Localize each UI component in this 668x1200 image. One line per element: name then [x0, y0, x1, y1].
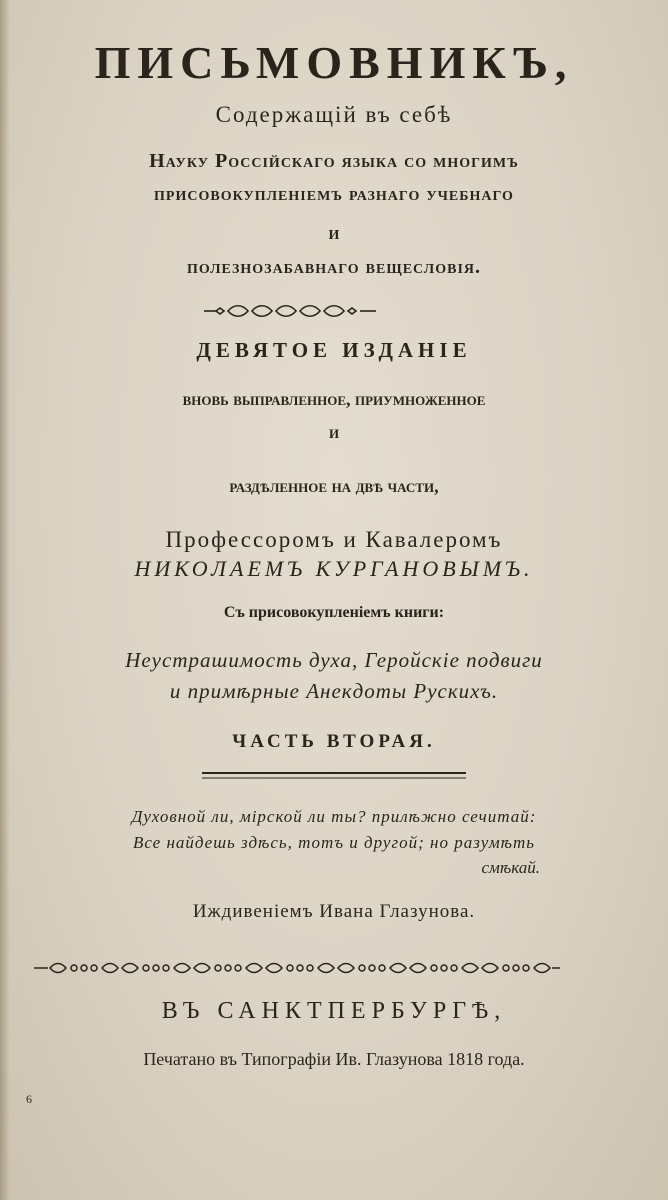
- description-line-2: присовокупленіемъ разнаго учебнаго: [154, 183, 514, 205]
- publisher-line: Иждивеніемъ Ивана Глазунова.: [192, 901, 476, 922]
- author-line: Профессоромъ и Кавалеромъ: [165, 527, 503, 552]
- appendix-line-2: и примѣрные Анекдоты Рускихъ.: [169, 679, 499, 703]
- corner-mark: 6: [26, 1092, 32, 1106]
- epigraph-line-2: Все найдешь здѣсь, тотъ и другой; но разумѣть: [132, 833, 536, 852]
- description-line-1: Науку Россійскаго языка со многимъ: [149, 150, 519, 172]
- epigraph-line-3: смѣкай.: [481, 858, 540, 877]
- imprint-line: Печатано въ Типографіи Ив. Глазунова 1818 года.: [143, 1049, 525, 1069]
- edition-title: ДЕВЯТОЕ ИЗДАНІЕ: [196, 338, 472, 362]
- edition-line-1: вновь выправленное, приумноженное: [182, 389, 486, 409]
- city-line: ВЪ САНКТПЕРБУРГѢ,: [161, 998, 507, 1024]
- subtitle: Содержащій въ себѣ: [215, 102, 453, 127]
- ornament-divider-small: [202, 303, 378, 319]
- book-title: ПИСЬМОВНИКЪ,: [94, 37, 574, 88]
- part-label: ЧАСТЬ ВТОРАЯ.: [232, 731, 436, 752]
- appendix-intro: Съ присовокупленіемъ книги:: [223, 604, 445, 621]
- ornament-divider-wide: [32, 960, 562, 976]
- edition-conjunction: и: [328, 422, 340, 442]
- double-rule-divider: [202, 770, 466, 782]
- description-line-3: полезнозабавнаго вещесловія.: [186, 256, 482, 278]
- description-conjunction: и: [328, 222, 340, 244]
- edition-line-2: раздѣленное на двѣ части,: [229, 476, 439, 496]
- appendix-line-1: Неустрашимость духа, Геройскіе подвиги: [125, 648, 543, 672]
- author-name: НИКОЛАЕМЪ КУРГАНОВЫМЪ.: [134, 556, 534, 581]
- epigraph-line-1: Духовной ли, мірской ли ты? прилѣжно сечитай:: [131, 807, 537, 826]
